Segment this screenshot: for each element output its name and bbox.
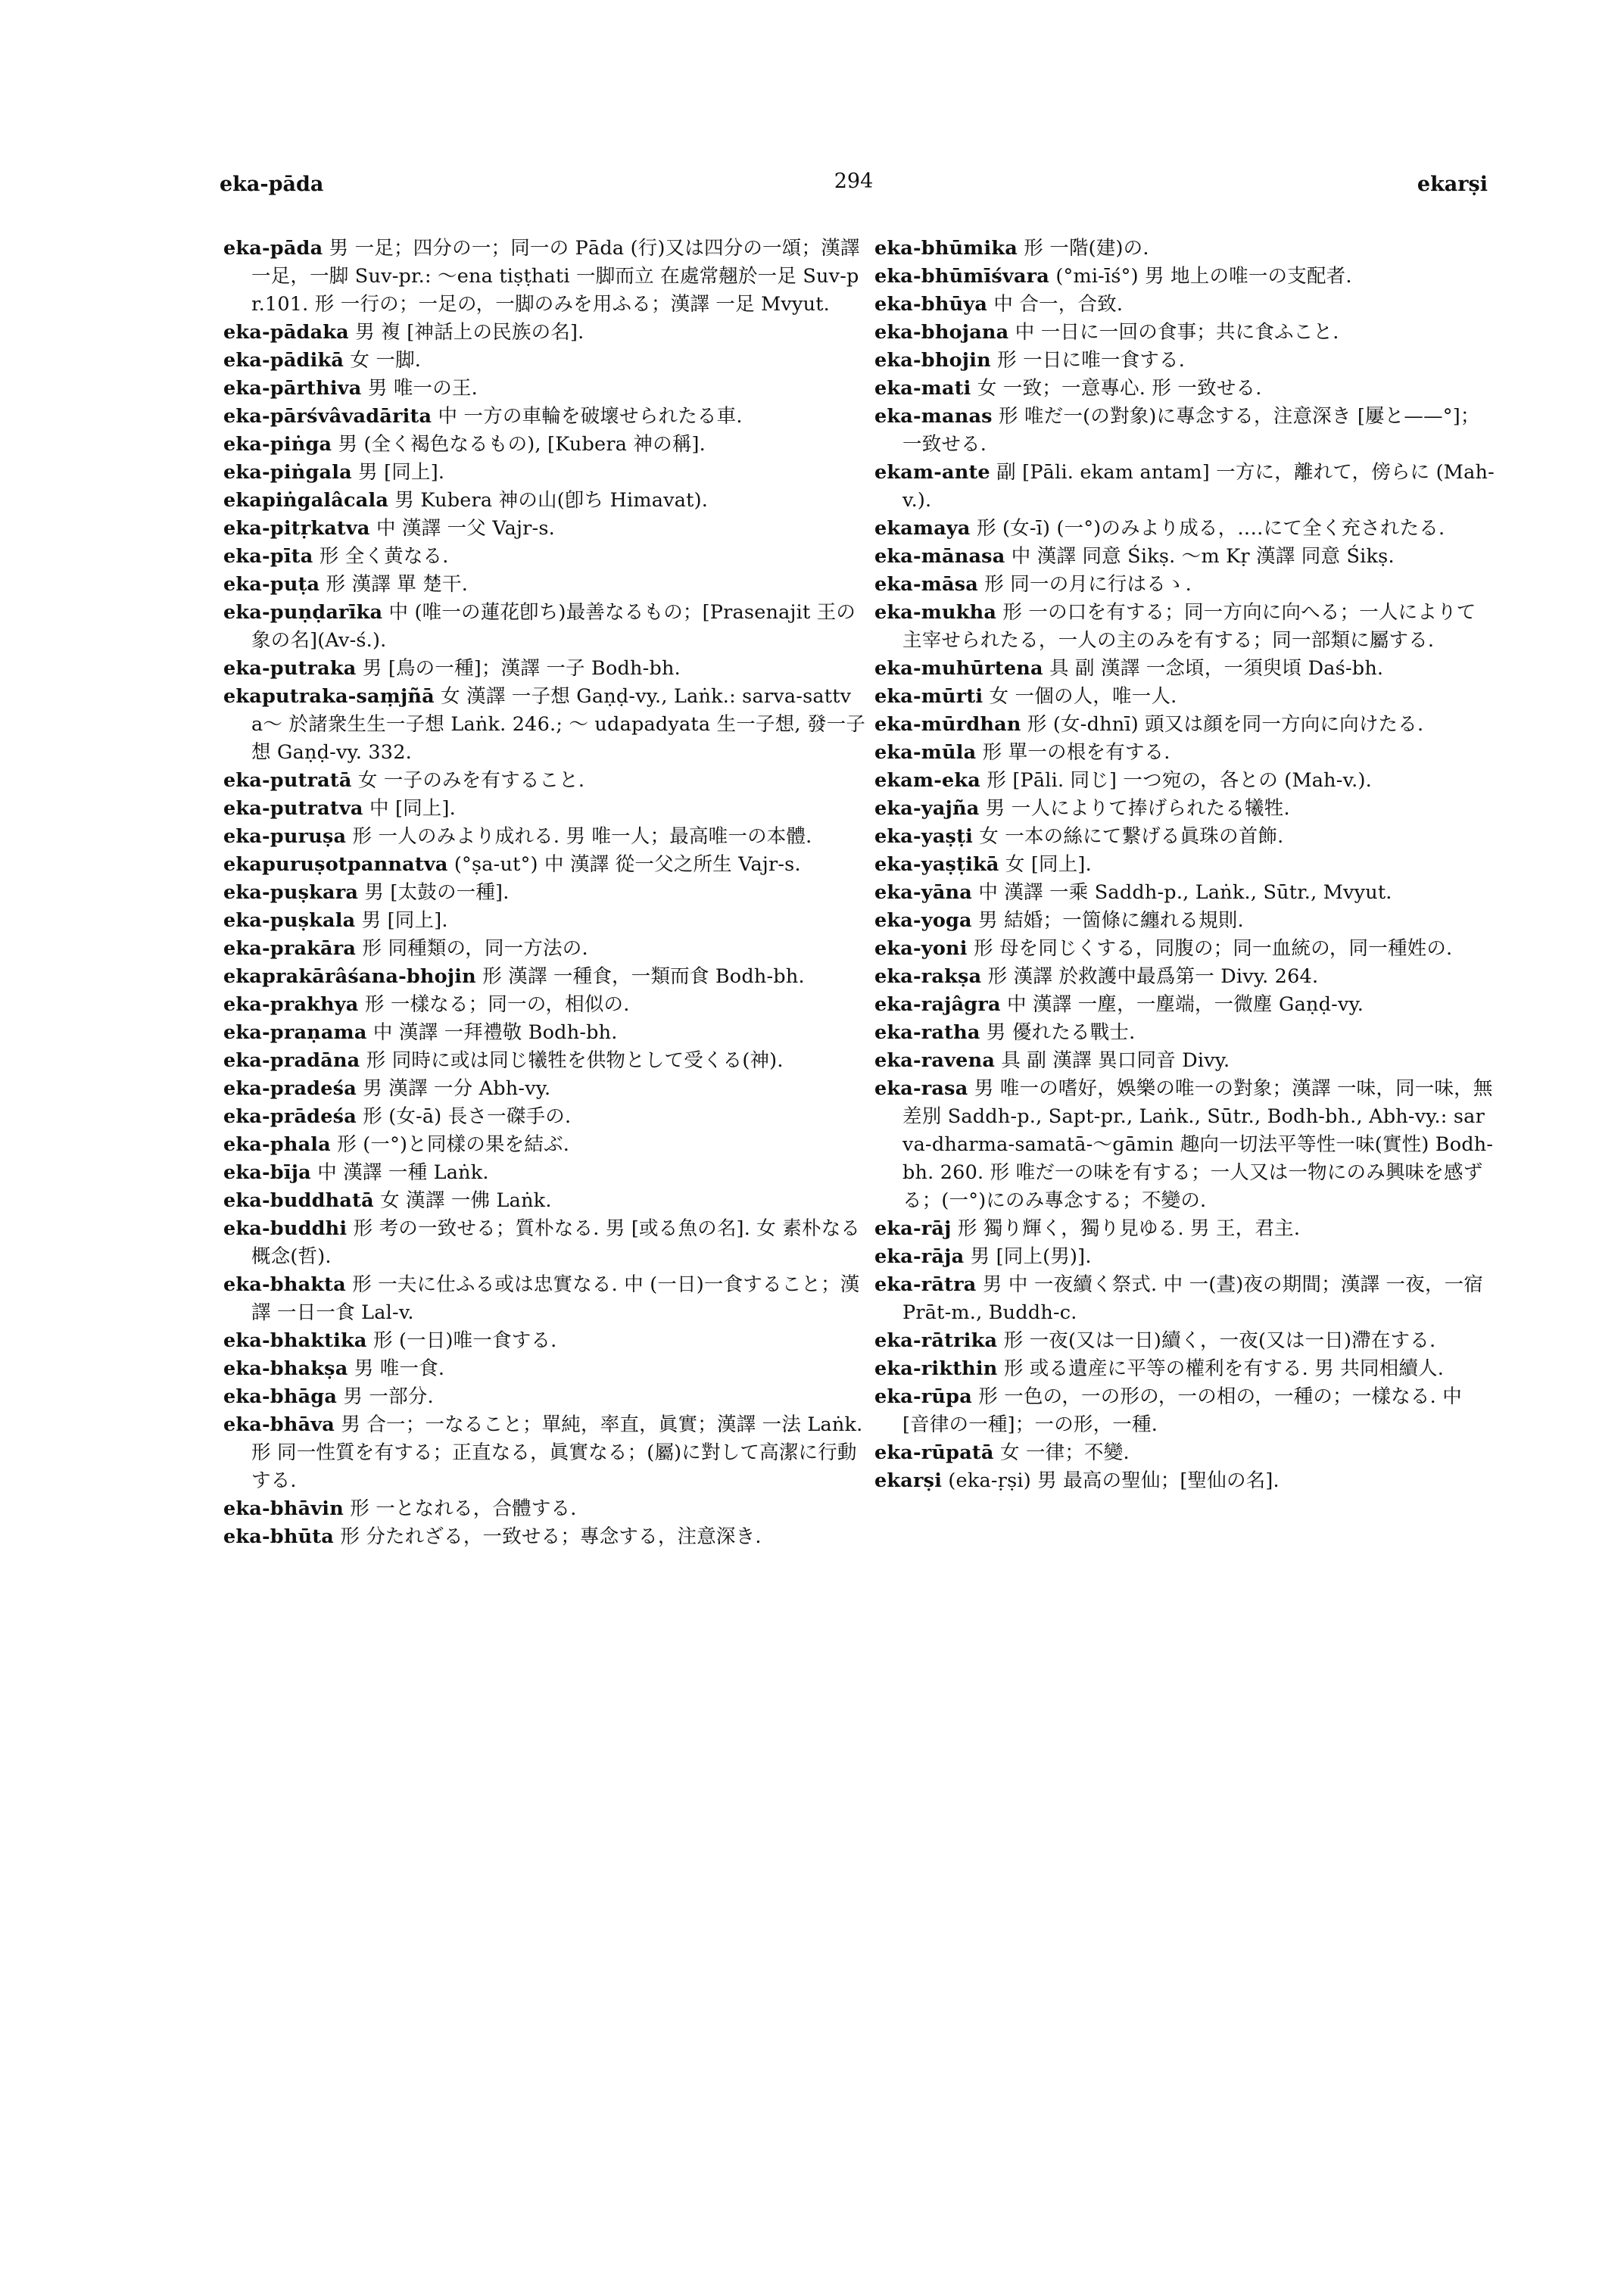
entry-definition: 形 分たれざる，一致せる；專念する，注意深き. [340, 1525, 762, 1548]
dictionary-entry [874, 1215, 1495, 1243]
dictionary-entry [223, 235, 867, 319]
dictionary-entry [874, 599, 1495, 655]
entry-definition: 形 (女-ā) 長さ一磔手の. [363, 1105, 572, 1128]
entry-headword: ekam-ante [874, 461, 990, 484]
entry-definition: (eka-ṛṣi) 男 最高の聖仙；[聖仙の名]. [948, 1469, 1280, 1492]
entry-headword: ekaprakārâśana-bhojin [223, 965, 476, 988]
entry-headword: eka-pārśvâvadārita [223, 405, 432, 428]
dictionary-entry [874, 1271, 1495, 1327]
entry-definition: 形 [Pāli. 同じ] 一つ宛の，各との (Mah-v.). [987, 769, 1372, 792]
entry-headword: eka-rūpa [874, 1385, 972, 1408]
entry-headword: eka-piṅgala [223, 461, 352, 484]
entry-definition: (°mi-īś°) 男 地上の唯一の支配者. [1055, 265, 1352, 288]
entry-definition: 形 唯だ一(の對象)に專念する，注意深き [屢と——°]；一致せる. [902, 405, 1480, 456]
entry-headword: eka-puṣkara [223, 881, 359, 904]
dictionary-entry [223, 1131, 867, 1159]
entry-definition: 形 (女-ī) (一°)のみより成る，‥‥にて全く充されたる. [976, 517, 1445, 540]
dictionary-entry [223, 487, 867, 515]
dictionary-entry [874, 879, 1495, 907]
entry-definition: 男 漢譯 一分 Abh-vy. [363, 1077, 551, 1100]
dictionary-entry [223, 1159, 867, 1187]
page-number: 294 [834, 170, 874, 193]
dictionary-entry [874, 767, 1495, 795]
entry-headword: eka-rātra [874, 1273, 977, 1296]
entry-headword: eka-mukha [874, 601, 997, 624]
entry-definition: 中 一方の車輪を破壞せられたる車. [438, 405, 743, 428]
header-left-guideword: eka-pāda [220, 173, 324, 196]
entry-headword: ekarṣi [874, 1469, 943, 1492]
entry-definition: 男 合一；一なること；單純，率直，眞實；漢譯 一法 Laṅk. 形 同一性質を有する；正直なる，眞實なる；(屬)に對して高潔に行動する. [251, 1413, 863, 1492]
entry-headword: ekapiṅgalâcala [223, 489, 389, 512]
entry-definition: 男 唯一の嗜好，娛樂の唯一の對象；漢譯 一味，同一味，無差別 Saddh-p., Sapt-pr., Laṅk., Sūtr., Bodh-bh., Abh-vy.: sarva-dharma-samatā-〜gāmin 趣向一切法平等性一味(實性) Bodh-bh. 260. 形 唯だ一の味を有する；一人又は一物にのみ興味を感ずる；(一°)にのみ專念する；不變の. [902, 1077, 1494, 1212]
dictionary-entry [874, 683, 1495, 711]
entry-headword: eka-rikthin [874, 1357, 998, 1380]
entry-definition: 男 [同上]. [361, 909, 448, 932]
entry-definition: 女 一個の人，唯一人. [989, 685, 1177, 708]
dictionary-entry [874, 1327, 1495, 1355]
dictionary-entry [223, 1355, 867, 1383]
entry-definition: 女 漢譯 一佛 Laṅk. [380, 1189, 552, 1212]
entry-definition: 形 獨り輝く，獨り見ゆる. 男 王，君主. [957, 1217, 1301, 1240]
entry-definition: 形 一人のみより成れる. 男 唯一人；最高唯一の本體. [352, 825, 812, 848]
dictionary-entry [223, 375, 867, 403]
entry-definition: 形 同種類の，同一方法の. [362, 937, 588, 960]
entry-headword: eka-rajâgra [874, 993, 1001, 1016]
entry-definition: 副 [Pāli. ekam antam] 一方に，離れて，傍らに (Mah-v.). [902, 461, 1495, 512]
dictionary-entry [874, 907, 1495, 935]
entry-headword: ekamaya [874, 517, 971, 540]
entry-headword: eka-puṣkala [223, 909, 356, 932]
dictionary-entry [223, 683, 867, 767]
entry-definition: 形 全く黄なる. [319, 545, 449, 568]
entry-definition: 形 同時に或は同じ犧牲を供物として受くる(神). [366, 1049, 784, 1072]
entry-definition: 形 一となれる，合體する. [350, 1497, 577, 1520]
dictionary-entry [223, 1047, 867, 1075]
dictionary-entry [223, 347, 867, 375]
dictionary-entry [874, 375, 1495, 403]
dictionary-entry [223, 655, 867, 683]
dictionary-entry [874, 655, 1495, 683]
entry-headword: eka-yajña [874, 797, 980, 820]
dictionary-entry [223, 795, 867, 823]
dictionary-entry [874, 935, 1495, 963]
entry-definition: 具 副 漢譯 異口同音 Divy. [1001, 1049, 1230, 1072]
dictionary-entry [223, 879, 867, 907]
dictionary-entry [874, 1019, 1495, 1047]
entry-headword: eka-rūpatā [874, 1441, 994, 1464]
dictionary-entry [223, 767, 867, 795]
dictionary-entry [874, 403, 1495, 459]
entry-headword: eka-rasa [874, 1077, 968, 1100]
dictionary-entry [874, 1047, 1495, 1075]
entry-headword: eka-buddhi [223, 1217, 348, 1240]
entry-headword: ekapuruṣotpannatva [223, 853, 448, 876]
entry-definition: 男 [同上(男)]. [970, 1245, 1092, 1268]
entry-definition: 形 一階(建)の. [1024, 237, 1149, 260]
entry-headword: eka-pradāna [223, 1049, 360, 1072]
entry-definition: 中 合一，合致. [993, 293, 1124, 316]
entry-definition: 男 (全く褐色なるもの), [Kubera 神の稱]. [338, 433, 706, 456]
dictionary-entry [874, 263, 1495, 291]
entry-headword: eka-ratha [874, 1021, 980, 1044]
right-column [874, 235, 1495, 1495]
entry-definition: 男 [太鼓の一種]. [364, 881, 510, 904]
entry-headword: eka-puruṣa [223, 825, 347, 848]
entry-headword: eka-pārthiva [223, 377, 362, 400]
entry-headword: eka-mūrti [874, 685, 983, 708]
dictionary-entry [874, 235, 1495, 263]
dictionary-entry [223, 459, 867, 487]
entry-definition: 形 一の口を有する；同一方向に向へる；一人によりて主宰せられたる，一人の主のみを有する；同一部類に屬する. [902, 601, 1476, 652]
dictionary-entry [223, 935, 867, 963]
entry-headword: eka-rāj [874, 1217, 952, 1240]
entry-headword: eka-rātrika [874, 1329, 998, 1352]
entry-headword: eka-bhojin [874, 349, 991, 372]
entry-definition: 中 [同上]. [369, 797, 456, 820]
entry-headword: eka-bhakta [223, 1273, 346, 1296]
entry-definition: 女 一本の絲にて繋げる眞珠の首飾. [979, 825, 1284, 848]
entry-headword: eka-bhūta [223, 1525, 335, 1548]
entry-definition: 中 漢譯 同意 Śikṣ. 〜m Kṛ 漢譯 同意 Śikṣ. [1011, 545, 1395, 568]
dictionary-entry [223, 1383, 867, 1411]
entry-definition: 形 一夫に仕ふる或は忠實なる. 中 (一日)一食すること；漢譯 一日一食 Lal-v. [251, 1273, 860, 1324]
entry-definition: 具 副 漢譯 一念頃，一須臾頃 Daś-bh. [1049, 657, 1384, 680]
entry-definition: 女 一律；不變. [999, 1441, 1130, 1464]
entry-headword: eka-rāja [874, 1245, 965, 1268]
entry-definition: (°ṣa-ut°) 中 漢譯 從一父之所生 Vajr-s. [454, 853, 801, 876]
dictionary-entry [874, 1355, 1495, 1383]
entry-definition: 形 一日に唯一食する. [997, 349, 1186, 372]
dictionary-entry [223, 1495, 867, 1523]
dictionary-entry [223, 991, 867, 1019]
dictionary-entry [874, 823, 1495, 851]
dictionary-entry [223, 1327, 867, 1355]
entry-definition: 男 中 一夜續く祭式. 中 一(晝)夜の期間；漢譯 一夜，一宿 Prāt-m., Buddh-c. [902, 1273, 1484, 1324]
entry-headword: eka-muhūrtena [874, 657, 1043, 680]
dictionary-entry [223, 1075, 867, 1103]
entry-headword: eka-prādeśa [223, 1105, 357, 1128]
dictionary-entry [874, 1383, 1495, 1439]
dictionary-entry [223, 823, 867, 851]
entry-headword: eka-bīja [223, 1161, 311, 1184]
entry-headword: eka-pitṛkatva [223, 517, 370, 540]
entry-definition: 男 複 [神話上の民族の名]. [355, 321, 584, 344]
entry-headword: eka-putraka [223, 657, 357, 680]
dictionary-entry [223, 515, 867, 543]
entry-headword: eka-praṇama [223, 1021, 367, 1044]
entry-definition: 形 考の一致せる；質朴なる. 男 [或る魚の名]. 女 素朴なる概念(哲). [251, 1217, 861, 1268]
dictionary-entry [223, 1215, 867, 1271]
dictionary-entry [874, 739, 1495, 767]
entry-headword: eka-yoni [874, 937, 968, 960]
entry-definition: 中 一日に一回の食事；共に食ふこと. [1015, 321, 1339, 344]
entry-definition: 男 優れたる戰士. [986, 1021, 1136, 1044]
dictionary-entry [223, 1411, 867, 1495]
entry-definition: 男 一足；四分の一；同一の Pāda (行)又は四分の一頌；漢譯 一足，一脚 Suv-pr.: 〜ena tiṣṭhati 一脚而立 在處常翹於一足 Suv-pr.101. 形 一行の；一足の，一脚のみを用ふる；漢譯 一足 Mvyut. [251, 237, 860, 316]
entry-headword: eka-puṇḍarīka [223, 601, 383, 624]
entry-definition: 形 漢譯 一種食，一類而食 Bodh-bh. [482, 965, 805, 988]
dictionary-entry [874, 795, 1495, 823]
dictionary-entry [874, 319, 1495, 347]
entry-headword: eka-bhāva [223, 1413, 335, 1436]
dictionary-entry [223, 1187, 867, 1215]
entry-definition: 形 母を同じくする，同腹の；同一血統の，同一種姓の. [973, 937, 1453, 960]
entry-definition: 中 漢譯 一乘 Saddh-p., Laṅk., Sūtr., Mvyut. [978, 881, 1392, 904]
entry-headword: eka-prakāra [223, 937, 357, 960]
dictionary-entry [874, 543, 1495, 571]
entry-headword: eka-bhakṣa [223, 1357, 348, 1380]
entry-headword: eka-yoga [874, 909, 972, 932]
entry-headword: eka-pradeśa [223, 1077, 357, 1100]
entry-definition: 形 一夜(又は一日)續く，一夜(又は一日)滯在する. [1003, 1329, 1436, 1352]
entry-headword: eka-phala [223, 1133, 331, 1156]
entry-definition: 形 一樣なる；同一の，相似の. [364, 993, 630, 1016]
entry-definition: 男 [鳥の一種]；漢譯 一子 Bodh-bh. [362, 657, 681, 680]
entry-definition: 形 或る遺産に平等の權利を有する. 男 共同相續人. [1003, 1357, 1445, 1380]
entry-headword: eka-prakhya [223, 993, 359, 1016]
entry-headword: ekaputraka-saṃjñā [223, 685, 435, 708]
dictionary-entry [223, 403, 867, 431]
dictionary-entry [874, 1467, 1495, 1495]
dictionary-entry [874, 851, 1495, 879]
entry-headword: eka-pāda [223, 237, 323, 260]
entry-headword: eka-putratā [223, 769, 352, 792]
left-column [223, 235, 867, 1551]
entry-headword: eka-bhūmīśvara [874, 265, 1050, 288]
dictionary-entry [223, 571, 867, 599]
dictionary-entry [223, 431, 867, 459]
entry-definition: 形 (一°)と同樣の果を結ぶ. [337, 1133, 570, 1156]
entry-definition: 女 [同上]. [1005, 853, 1092, 876]
entry-headword: eka-mūla [874, 741, 977, 764]
dictionary-entry [223, 907, 867, 935]
entry-definition: 女 一脚. [350, 349, 422, 372]
entry-headword: eka-manas [874, 405, 993, 428]
entry-definition: 形 (一日)唯一食する. [372, 1329, 557, 1352]
entry-headword: eka-yaṣṭi [874, 825, 973, 848]
entry-headword: eka-buddhatā [223, 1189, 374, 1212]
entry-headword: eka-pīta [223, 545, 313, 568]
entry-definition: 中 漢譯 一塵，一塵端，一微塵 Gaṇḍ-vy. [1007, 993, 1364, 1016]
entry-headword: eka-putratva [223, 797, 363, 820]
entry-headword: eka-ravena [874, 1049, 996, 1072]
entry-definition: 形 一色の，一の形の，一の相の，一種の；一樣なる. 中 [音律の一種]；一の形，一種. [902, 1385, 1462, 1436]
entry-headword: eka-puṭa [223, 573, 320, 596]
dictionary-entry [874, 963, 1495, 991]
entry-definition: 男 唯一の王. [367, 377, 478, 400]
dictionary-entry [223, 1103, 867, 1131]
dictionary-entry [874, 291, 1495, 319]
dictionary-entry [874, 459, 1495, 515]
dictionary-entry [223, 963, 867, 991]
entry-definition: 男 唯一食. [354, 1357, 445, 1380]
entry-definition: 女 一子のみを有すること. [357, 769, 585, 792]
entry-headword: eka-māsa [874, 573, 978, 596]
dictionary-entry [874, 347, 1495, 375]
entry-headword: eka-bhūya [874, 293, 988, 316]
header-right-guideword: ekarṣi [1417, 173, 1488, 196]
dictionary-entry [223, 1523, 867, 1551]
entry-headword: eka-rakṣa [874, 965, 982, 988]
entry-definition: 男 [同上]. [358, 461, 445, 484]
entry-headword: eka-bhojana [874, 321, 1009, 344]
entry-headword: eka-bhūmika [874, 237, 1018, 260]
entry-definition: 中 漢譯 一父 Vajr-s. [376, 517, 555, 540]
entry-definition: 男 Kubera 神の山(卽ち Himavat). [394, 489, 709, 512]
entry-headword: ekam-eka [874, 769, 980, 792]
entry-headword: eka-piṅga [223, 433, 332, 456]
entry-headword: eka-pādikā [223, 349, 344, 372]
dictionary-entry [874, 515, 1495, 543]
dictionary-entry [223, 1019, 867, 1047]
entry-definition: 女 漢譯 一子想 Gaṇḍ-vy., Laṅk.: sarva-sattva〜 於諸衆生生一子想 Laṅk. 246.; 〜 udapadyata 生一子想, 發一子想 Gaṇḍ-vy. 332. [251, 685, 866, 764]
entry-definition: 形 漢譯 於救護中最爲第一 Divy. 264. [987, 965, 1319, 988]
dictionary-entry [874, 1243, 1495, 1271]
entry-definition: 中 漢譯 一拜禮敬 Bodh-bh. [372, 1021, 618, 1044]
entry-headword: eka-mūrdhan [874, 713, 1021, 736]
entry-definition: 形 單一の根を有する. [982, 741, 1170, 764]
entry-definition: 男 一部分. [343, 1385, 434, 1408]
entry-headword: eka-yāna [874, 881, 973, 904]
entry-headword: eka-bhaktika [223, 1329, 367, 1352]
entry-headword: eka-mānasa [874, 545, 1005, 568]
dictionary-entry [874, 1439, 1495, 1467]
dictionary-entry [223, 1271, 867, 1327]
entry-headword: eka-bhāvin [223, 1497, 344, 1520]
entry-definition: 形 (女-dhnī) 頭又は顔を同一方向に向けたる. [1027, 713, 1424, 736]
entry-headword: eka-yaṣṭikā [874, 853, 999, 876]
dictionary-entry [874, 571, 1495, 599]
entry-headword: eka-bhāga [223, 1385, 338, 1408]
entry-definition: 形 同一の月に行はるゝ. [984, 573, 1192, 596]
entry-definition: 男 結婚；一箇條に纏れる規則. [978, 909, 1244, 932]
page-header [220, 170, 1488, 203]
entry-definition: 中 (唯一の蓮花卽ち)最善なるもの；[Prasenajit 王の象の名](Av-ś.). [251, 601, 856, 652]
entry-definition: 形 漢譯 單 楚干. [326, 573, 469, 596]
dictionary-entry [874, 991, 1495, 1019]
dictionary-entry [223, 543, 867, 571]
entry-headword: eka-pādaka [223, 321, 349, 344]
dictionary-entry [874, 711, 1495, 739]
dictionary-entry [874, 1075, 1495, 1215]
dictionary-entry [223, 851, 867, 879]
entry-definition: 男 一人によりて捧げられたる犧牲. [985, 797, 1290, 820]
dictionary-entry [223, 319, 867, 347]
dictionary-entry [223, 599, 867, 655]
entry-definition: 中 漢譯 一種 Laṅk. [317, 1161, 489, 1184]
entry-definition: 女 一致；一意專心. 形 一致せる. [977, 377, 1262, 400]
entry-headword: eka-mati [874, 377, 971, 400]
